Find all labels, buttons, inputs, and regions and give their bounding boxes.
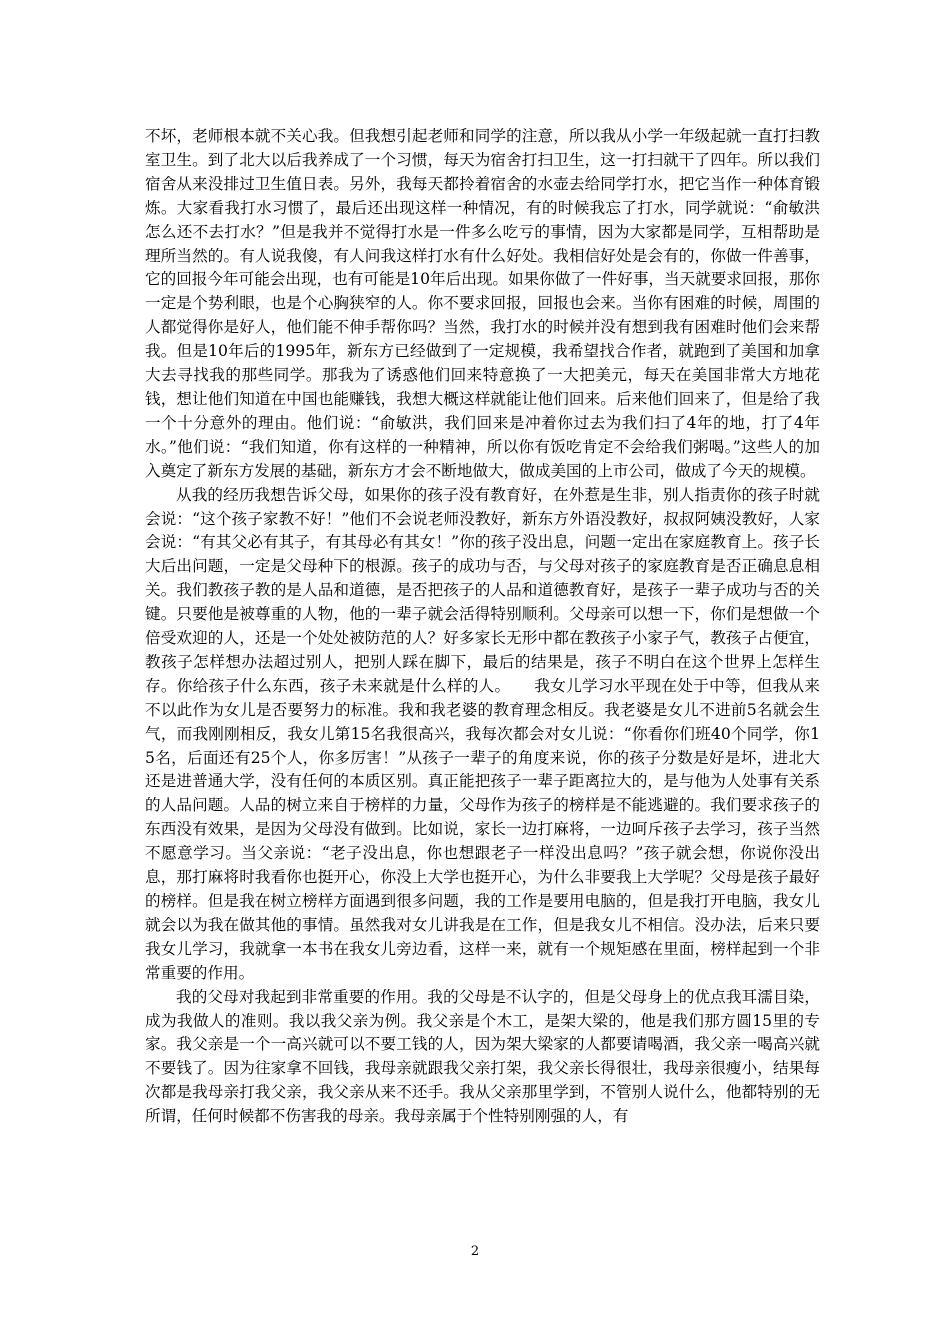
paragraph-3: 我的父母对我起到非常重要的作用。我的父母是不认字的，但是父母身上的优点我耳濡目染，成为我做人的准则。我以我父亲为例。我父亲是个木工，是架大梁的，他是我们那方圆15里的专家。我父亲是一个一高兴就可以不要工钱的人，因为架大梁家的人都要请喝酒，我父亲一喝高兴就不要钱了。因为往家拿不回钱，我母亲就跟我父亲打架，我父亲长得很壮，我母亲很瘦小，结果每次都是我母亲打我父亲，我父亲从来不还手。我从父亲那里学到，不管别人说什么，他都特别的无所谓，任何时候都不伤害我的母亲。我母亲属于个性特别刚强的人，有 — [145, 987, 820, 1126]
page-number: 2 — [470, 1244, 480, 1259]
paragraph-2: 从我的经历我想告诉父母，如果你的孩子没有教育好，在外惹是生非，别人指责你的孩子时就会说：“这个孩子家教不好！”他们不会说老师没教好，新东方外语没教好，叔叔阿姨没教好，人家会说：“有其父必有其子，有其母必有其女！”你的孩子没出息，问题一定出在家庭教育上。孩子长大后出问题，一定是父母种下的根源。孩子的成功与否，与父母对孩子的家庭教育是否正确息息相关。我们教孩子教的是人品和道德，是否把孩子的人品和道德教育好，是孩子一辈子成功与否的关键。只要他是被尊重的人物，他的一辈子就会活得特别顺利。父母亲可以想一下，你们是想做一个倍受欢迎的人，还是一个处处被防范的人？好多家长无形中都在教孩子小家子气，教孩子占便宜，教孩子怎样想办法超过别人，把别人踩在脚下，最后的结果是，孩子不明白在这个世界上怎样生存。你给孩子什么东西，孩子未来就是什么样的人。 我女儿学习水平现在处于中等，但我从来不以此作为女儿是否要努力的标准。我和我老婆的教育理念相反。我老婆是女儿不进前5名就会生气，而我刚刚相反，我女儿第15名我很高兴，我每次都会对女儿说：“你看你们班40个同学，你15名，后面还有25个人，你多厉害！”从孩子一辈子的角度来说，你的孩子分数是好是坏，进北大还是进普通大学，没有任何的本质区别。真正能把孩子一辈子距离拉大的，是与他为人处事有关系的人品问题。人品的树立来自于榜样的力量，父母作为孩子的榜样是不能逃避的。我们要求孩子的东西没有效果，是因为父母没有做到。比如说，家长一边打麻将，一边呵斥孩子去学习，孩子当然不愿意学习。当父亲说：“老子没出息，你也想跟老子一样没出息吗？”孩子就会想，你说你没出息，那打麻将时我看你也挺开心，你没上大学也挺开心，为什么非要我上大学呢？父母是孩子最好的榜样。但是我在树立榜样方面遇到很多问题，我的工作是要用电脑的，但是我打开电脑，我女儿就会以为我在做其他的事情。虽然我对女儿讲我是在工作，但是我女儿不相信。没办法，后来只要我女儿学习，我就拿一本书在我女儿旁边看，这样一来，就有一个规矩感在里面，榜样起到一个非常重要的作用。 — [145, 485, 820, 982]
paragraph-1: 不坏，老师根本就不关心我。但我想引起老师和同学的注意，所以我从小学一年级起就一直打扫教室卫生。到了北大以后我养成了一个习惯，每天为宿舍打扫卫生，这一打扫就干了四年。所以我们宿舍从来没排过卫生值日表。另外，我每天都拎着宿舍的水壶去给同学打水，把它当作一种体育锻炼。大家看我打水习惯了，最后还出现这样一种情况，有的时候我忘了打水，同学就说：“俞敏洪怎么还不去打水？”但是我并不觉得打水是一件多么吃亏的事情，因为大家都是同学，互相帮助是理所当然的。有人说我傻，有人问我这样打水有什么好处。我相信好处是会有的，你做一件善事，它的回报今年可能会出现，也有可能是10年后出现。如果你做了一件好事，当天就要求回报，那你一定是个势利眼，也是个心胸狭窄的人。你不要求回报，回报也会来。当你有困难的时候，周围的人都觉得你是好人，他们能不伸手帮你吗？当然，我打水的时候并没有想到我有困难时他们会来帮我。但是10年后的1995年，新东方已经做到了一定规模，我希望找合作者，就跑到了美国和加拿大去寻找我的那些同学。那我为了诱惑他们回来特意换了一大把美元，每天在美国非常大方地花钱，想让他们知道在中国也能赚钱，我想大概这样就能让他们回来。后来他们回来了，但是给了我一个十分意外的理由。他们说：“俞敏洪，我们回来是冲着你过去为我们扫了4年的地，打了4年水。”他们说：“我们知道，你有这样的一种精神，所以你有饭吃肯定不会给我们粥喝。”这些人的加入奠定了新东方发展的基础，新东方才会不断地做大，做成美国的上市公司，做成了今天的规模。 — [145, 127, 820, 480]
document-body — [145, 125, 820, 1129]
